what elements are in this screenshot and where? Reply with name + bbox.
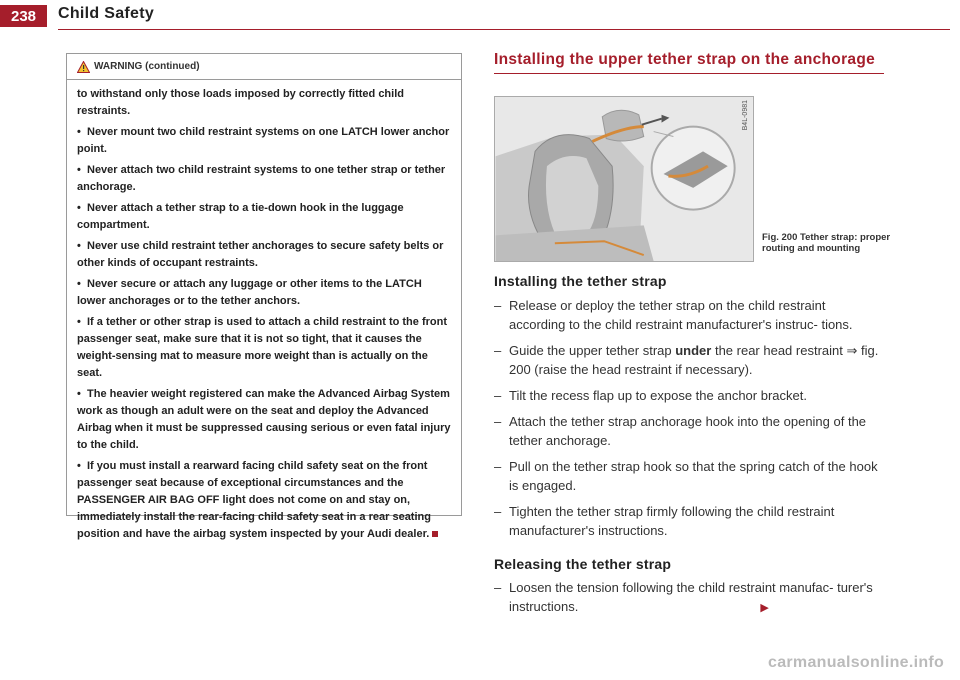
step-item: – Attach the tether strap anchorage hook into the opening of the tether anchorage. bbox=[494, 414, 867, 448]
header-rule bbox=[58, 29, 950, 30]
release-heading: Releasing the tether strap bbox=[494, 556, 672, 572]
warning-bullet: • The heavier weight registered can make the Advanced Airbag System work as though an adult were on the seat and deploy the Advanced Airbag when it must be suppressed causing serious or even fatal injury to the child. bbox=[77, 388, 451, 451]
step-item: – Release or deploy the tether strap on the child restraint according to the child restraint manufacturer's instruc- tions. bbox=[494, 298, 853, 332]
continue-arrow-icon: ▶ bbox=[760, 602, 769, 614]
step-item: – Tighten the tether strap firmly following the child restraint manufacturer's instructions. bbox=[494, 504, 835, 538]
warning-label: WARNING (continued) bbox=[94, 61, 200, 72]
warning-bullet: • Never secure or attach any luggage or other items to the LATCH lower anchorages or to the tether anchors. bbox=[77, 278, 422, 307]
step-item: – Guide the upper tether strap under the rear head restraint ⇒ fig. 200 (raise the head restraint if necessary). bbox=[494, 343, 879, 377]
step-item: – Loosen the tension following the child restraint manufac- turer's instructions. ▶ bbox=[494, 580, 873, 614]
step-item: – Pull on the tether strap hook so that the spring catch of the hook is engaged. bbox=[494, 459, 878, 493]
heading-rule bbox=[494, 73, 884, 74]
install-heading: Installing the tether strap bbox=[494, 273, 667, 289]
section-heading: Installing the upper tether strap on the anchorage bbox=[494, 51, 876, 68]
page-number: 238 bbox=[0, 5, 47, 27]
figure-200 bbox=[494, 96, 754, 262]
figure-caption: Fig. 200 Tether strap: proper routing and mounting bbox=[762, 232, 891, 254]
release-steps bbox=[494, 578, 884, 625]
child-seat-tether-illustration bbox=[494, 96, 754, 262]
install-steps bbox=[494, 296, 884, 547]
section-title: Child Safety bbox=[58, 5, 155, 22]
warning-bullet: • If you must install a rearward facing child safety seat on the front passenger seat because of exceptional circumstances and the PASSENGER AIR BAG OFF light does not come on and stay on, immediately install the rear-facing child safety seat in a rear seating position and have the airbag system inspected by your Audi dealer. bbox=[77, 458, 451, 543]
right-column-heading bbox=[494, 50, 884, 74]
watermark: carmanualsonline.info bbox=[768, 654, 945, 671]
warning-bullet: • Never mount two child restraint systems on one LATCH lower anchor point. bbox=[77, 126, 450, 155]
warning-bullet: • Never use child restraint tether anchorages to secure safety belts or other kinds of occupant restraints. bbox=[77, 240, 444, 269]
warning-body bbox=[67, 80, 461, 543]
warning-triangle-icon bbox=[77, 61, 90, 73]
end-mark-icon bbox=[432, 531, 438, 537]
warning-bullet: • Never attach a tether strap to a tie-down hook in the luggage compartment. bbox=[77, 202, 404, 231]
figure-code: B4L-0981 bbox=[742, 100, 749, 131]
warning-bullet: • Never attach two child restraint systems to one tether strap or tether anchorage. bbox=[77, 164, 446, 193]
page-header bbox=[0, 0, 960, 34]
warning-header bbox=[67, 54, 461, 80]
warning-intro: to withstand only those loads imposed by correctly fitted child restraints. bbox=[77, 88, 404, 117]
warning-bullet: • If a tether or other strap is used to attach a child restraint to the front passenger seat, make sure that it is not so tight, that it causes the weight-sensing mat to measure more weight than is actually on the seat. bbox=[77, 316, 447, 379]
warning-box bbox=[66, 53, 462, 540]
step-item: – Tilt the recess flap up to expose the anchor bracket. bbox=[494, 388, 807, 403]
